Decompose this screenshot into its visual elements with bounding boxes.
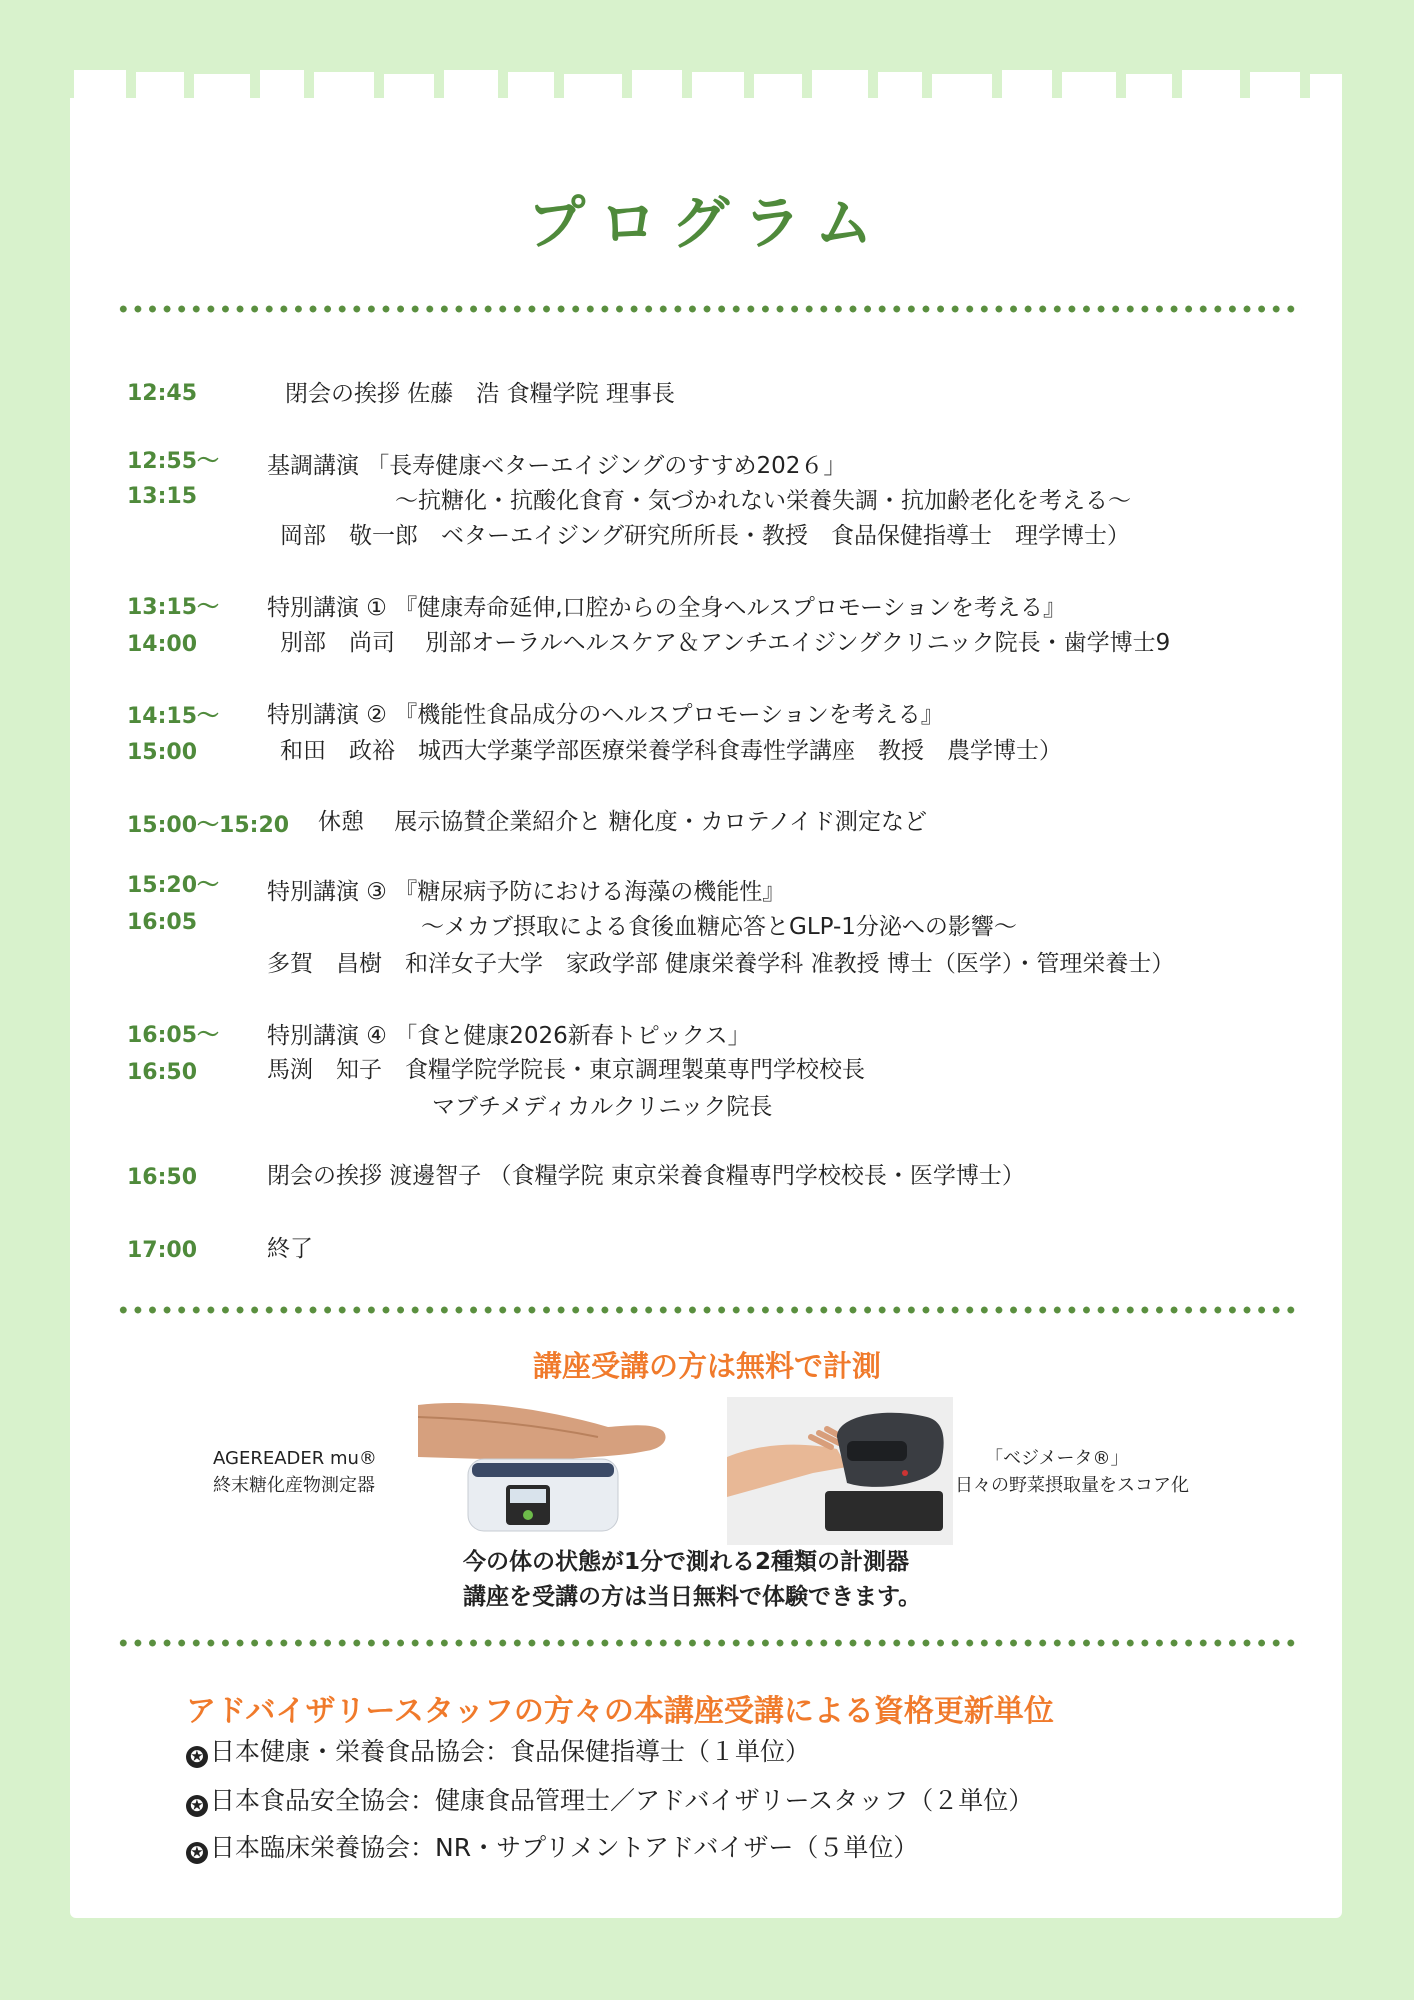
- schedule-time-end: 15:00: [127, 740, 198, 765]
- schedule-time: 12:45: [127, 381, 198, 406]
- schedule-line: 特別講演 ① 『健康寿命延伸,口腔からの全身ヘルスプロモーションを考える』: [267, 595, 1067, 621]
- schedule-time: 16:05〜: [127, 1023, 220, 1048]
- star-icon: ✪: [186, 1746, 208, 1768]
- schedule-line: 〜抗糖化・抗酸化食育・気づかれない栄養失調・抗加齢老化を考える〜: [395, 488, 1131, 514]
- schedule-line: 別部 尚司 別部オーラルヘルスケア＆アンチエイジングクリニック院長・歯学博士9: [257, 630, 1171, 656]
- divider-dots-1: [116, 305, 1302, 313]
- device-caption-1-sub: 終末糖化産物測定器: [213, 1475, 375, 1496]
- schedule-time-end: 13:15: [127, 484, 198, 509]
- credits-heading: アドバイザリースタッフの方々の本講座受講による資格更新単位: [186, 1694, 1054, 1729]
- schedule-line: マブチメディカルクリニック院長: [432, 1094, 773, 1120]
- credit-item: ✪ 日本食品安全協会：健康食品管理士／アドバイザリースタッフ（２単位）: [186, 1783, 1033, 1819]
- schedule-line: 多賀 昌樹 和洋女子大学 家政学部 健康栄養学科 准教授 博士（医学）・管理栄養士）: [267, 951, 1175, 977]
- measure-note-2: 講座を受講の方は当日無料で体験できます。: [463, 1584, 922, 1610]
- agereader-photo: [418, 1397, 673, 1537]
- schedule-time-end: 14:00: [127, 632, 198, 657]
- device-caption-2: 「ベジメータ®」: [985, 1448, 1129, 1469]
- device-caption-1: AGEREADER mu®: [213, 1448, 377, 1469]
- measure-note-1: 今の体の状態が1分で測れる2種類の計測器: [463, 1549, 910, 1575]
- page-title: プログラム: [527, 189, 887, 257]
- schedule-line: 閉会の挨拶 渡邊智子 （食糧学院 東京栄養食糧専門学校校長・医学博士）: [267, 1163, 1025, 1189]
- schedule-line: 特別講演 ④ 「食と健康2026新春トピックス」: [267, 1023, 751, 1049]
- schedule-time: 15:20〜: [127, 873, 220, 898]
- schedule-line: 終了: [267, 1236, 313, 1262]
- schedule-time: 13:15〜: [127, 595, 220, 620]
- schedule-line: 馬渕 知子 食糧学院学院長・東京調理製菓専門学校校長: [267, 1057, 865, 1083]
- device-caption-2-sub: 日々の野菜摂取量をスコア化: [955, 1475, 1189, 1496]
- schedule-time: 15:00〜15:20: [127, 813, 290, 838]
- schedule-line: 閉会の挨拶 佐藤 浩 食糧学院 理事長: [262, 381, 675, 407]
- schedule-time: 12:55〜: [127, 449, 220, 474]
- divider-dots-2: [116, 1306, 1302, 1314]
- schedule-line: 岡部 敬一郎 ベターエイジング研究所所長・教授 食品保健指導士 理学博士）: [257, 523, 1130, 549]
- schedule-time-end: 16:05: [127, 910, 198, 935]
- schedule-line: 特別講演 ③ 『糖尿病予防における海藻の機能性』: [267, 879, 786, 905]
- schedule-line: 基調講演 「長寿健康ベターエイジングのすすめ202６」: [267, 453, 847, 479]
- measure-heading: 講座受講の方は無料で計測: [532, 1349, 881, 1383]
- schedule-line: 和田 政裕 城西大学薬学部医療栄養学科食毒性学講座 教授 農学博士）: [257, 738, 1062, 764]
- schedule-time: 16:50: [127, 1165, 198, 1190]
- schedule-line: 〜メカブ摂取による食後血糖応答とGLP-1分泌への影響〜: [421, 914, 1017, 940]
- torn-paper-edge: [70, 70, 1342, 110]
- schedule-line: 特別講演 ② 『機能性食品成分のヘルスプロモーションを考える』: [267, 702, 944, 728]
- credit-item: ✪ 日本健康・栄養食品協会：食品保健指導士（１単位）: [186, 1734, 810, 1770]
- schedule-line: 休憩 展示協賛企業紹介と 糖化度・カロテノイド測定など: [318, 809, 927, 835]
- star-icon: ✪: [186, 1795, 208, 1817]
- vegemeter-photo: [727, 1397, 953, 1545]
- credit-item: ✪ 日本臨床栄養協会：NR・サプリメントアドバイザー（５単位）: [186, 1830, 918, 1866]
- schedule-time: 17:00: [127, 1238, 198, 1263]
- divider-dots-3: [116, 1639, 1302, 1647]
- schedule-time-end: 16:50: [127, 1060, 198, 1085]
- schedule-time: 14:15〜: [127, 704, 220, 729]
- star-icon: ✪: [186, 1842, 208, 1864]
